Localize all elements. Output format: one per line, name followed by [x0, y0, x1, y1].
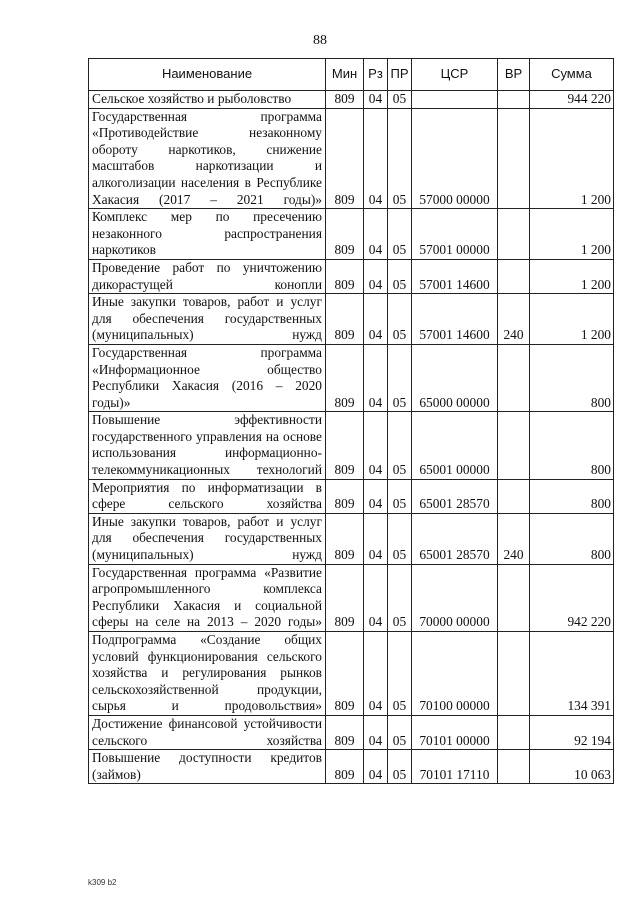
- row-pr: 05: [388, 564, 412, 631]
- row-name: Иные закупки товаров, работ и услуг для обеспечения государственных (муниципальных) нужд: [89, 294, 326, 345]
- row-sum: 1 200: [530, 259, 614, 293]
- row-name: Иные закупки товаров, работ и услуг для обеспечения государственных (муниципальных) нужд: [89, 513, 326, 564]
- row-sum: 1 200: [530, 108, 614, 209]
- row-csr: 57001 00000: [412, 209, 498, 260]
- table-row: [89, 750, 614, 784]
- row-sum: 1 200: [530, 209, 614, 260]
- table-row: [89, 632, 614, 716]
- row-pr: 05: [388, 632, 412, 716]
- table-row: [89, 91, 614, 109]
- row-csr: 65000 00000: [412, 344, 498, 411]
- row-vr: 240: [498, 294, 530, 345]
- row-sum: 134 391: [530, 632, 614, 716]
- table-row: [89, 564, 614, 631]
- row-pr: 05: [388, 259, 412, 293]
- row-sum: 800: [530, 513, 614, 564]
- row-name: Государственная программа «Информационное общество Республики Хакасия (2016 – 2020 годы)»: [89, 344, 326, 411]
- row-name: Повышение доступности кредитов (займов): [89, 750, 326, 784]
- row-vr: [498, 344, 530, 411]
- row-rz: 04: [364, 715, 388, 749]
- row-rz: 04: [364, 513, 388, 564]
- row-csr: 70101 17110: [412, 750, 498, 784]
- row-rz: 04: [364, 564, 388, 631]
- row-pr: 05: [388, 209, 412, 260]
- row-vr: 240: [498, 513, 530, 564]
- row-csr: 65001 28570: [412, 479, 498, 513]
- document-stamp: k309 b2: [88, 878, 117, 887]
- header-pr: ПР: [388, 59, 412, 91]
- row-min: 809: [326, 344, 364, 411]
- row-rz: 04: [364, 294, 388, 345]
- row-csr: 65001 00000: [412, 412, 498, 479]
- row-min: 809: [326, 632, 364, 716]
- row-csr: 70100 00000: [412, 632, 498, 716]
- row-pr: 05: [388, 479, 412, 513]
- row-vr: [498, 209, 530, 260]
- row-rz: 04: [364, 479, 388, 513]
- table-row: [89, 344, 614, 411]
- row-min: 809: [326, 108, 364, 209]
- table-row: [89, 108, 614, 209]
- row-min: 809: [326, 259, 364, 293]
- table-row: [89, 715, 614, 749]
- row-pr: 05: [388, 412, 412, 479]
- row-csr: 70101 00000: [412, 715, 498, 749]
- row-name: Подпрограмма «Создание общих условий функционирования сельского хозяйства и регулирования рынков сельскохозяйственной продукции, сырья и продовольствия»: [89, 632, 326, 716]
- row-pr: 05: [388, 750, 412, 784]
- row-pr: 05: [388, 108, 412, 209]
- row-vr: [498, 479, 530, 513]
- row-csr: 57000 00000: [412, 108, 498, 209]
- row-vr: [498, 750, 530, 784]
- row-rz: 04: [364, 91, 388, 109]
- row-sum: 944 220: [530, 91, 614, 109]
- row-min: 809: [326, 412, 364, 479]
- row-min: 809: [326, 479, 364, 513]
- row-rz: 04: [364, 412, 388, 479]
- table-row: [89, 259, 614, 293]
- row-rz: 04: [364, 108, 388, 209]
- row-csr: 57001 14600: [412, 294, 498, 345]
- row-csr: [412, 91, 498, 109]
- row-vr: [498, 108, 530, 209]
- row-min: 809: [326, 715, 364, 749]
- row-name: Государственная программа «Развитие агропромышленного комплекса Республики Хакасия и социальной сферы на селе на 2013 – 2020 годы»: [89, 564, 326, 631]
- page-number: 88: [313, 33, 327, 48]
- header-rz: Рз: [364, 59, 388, 91]
- header-min: Мин: [326, 59, 364, 91]
- row-min: 809: [326, 750, 364, 784]
- row-name: Повышение эффективности государственного управления на основе использования информационно-телекоммуникационных технологий: [89, 412, 326, 479]
- row-pr: 05: [388, 513, 412, 564]
- row-vr: [498, 412, 530, 479]
- table-row: [89, 513, 614, 564]
- table-row: [89, 479, 614, 513]
- table-row: [89, 294, 614, 345]
- row-min: 809: [326, 513, 364, 564]
- row-csr: 65001 28570: [412, 513, 498, 564]
- table-row: [89, 209, 614, 260]
- row-vr: [498, 91, 530, 109]
- row-name: Мероприятия по информатизации в сфере сельского хозяйства: [89, 479, 326, 513]
- row-sum: 800: [530, 479, 614, 513]
- header-name: Наименование: [89, 59, 326, 91]
- row-sum: 92 194: [530, 715, 614, 749]
- table-row: [89, 412, 614, 479]
- row-pr: 05: [388, 715, 412, 749]
- row-name: Государственная программа «Противодействие незаконному обороту наркотиков, снижение масштабов наркотизации и алкоголизации населения в Республике Хакасия (2017 – 2021 годы)»: [89, 108, 326, 209]
- row-pr: 05: [388, 91, 412, 109]
- row-vr: [498, 259, 530, 293]
- row-name: Комплекс мер по пресечению незаконного распространения наркотиков: [89, 209, 326, 260]
- row-rz: 04: [364, 259, 388, 293]
- row-min: 809: [326, 209, 364, 260]
- row-min: 809: [326, 564, 364, 631]
- row-sum: 942 220: [530, 564, 614, 631]
- header-csr: ЦСР: [412, 59, 498, 91]
- row-csr: 57001 14600: [412, 259, 498, 293]
- header-sum: Сумма: [530, 59, 614, 91]
- table-header-row: [89, 59, 614, 91]
- header-vr: ВР: [498, 59, 530, 91]
- row-min: 809: [326, 294, 364, 345]
- row-rz: 04: [364, 750, 388, 784]
- row-name: Достижение финансовой устойчивости сельского хозяйства: [89, 715, 326, 749]
- budget-table: [88, 58, 614, 784]
- row-rz: 04: [364, 632, 388, 716]
- row-rz: 04: [364, 344, 388, 411]
- row-csr: 70000 00000: [412, 564, 498, 631]
- row-name: Проведение работ по уничтожению дикорастущей конопли: [89, 259, 326, 293]
- row-sum: 800: [530, 344, 614, 411]
- row-min: 809: [326, 91, 364, 109]
- row-vr: [498, 564, 530, 631]
- row-sum: 10 063: [530, 750, 614, 784]
- row-pr: 05: [388, 294, 412, 345]
- row-vr: [498, 632, 530, 716]
- row-sum: 800: [530, 412, 614, 479]
- row-rz: 04: [364, 209, 388, 260]
- row-vr: [498, 715, 530, 749]
- row-pr: 05: [388, 344, 412, 411]
- row-sum: 1 200: [530, 294, 614, 345]
- row-name: Сельское хозяйство и рыболовство: [89, 91, 326, 109]
